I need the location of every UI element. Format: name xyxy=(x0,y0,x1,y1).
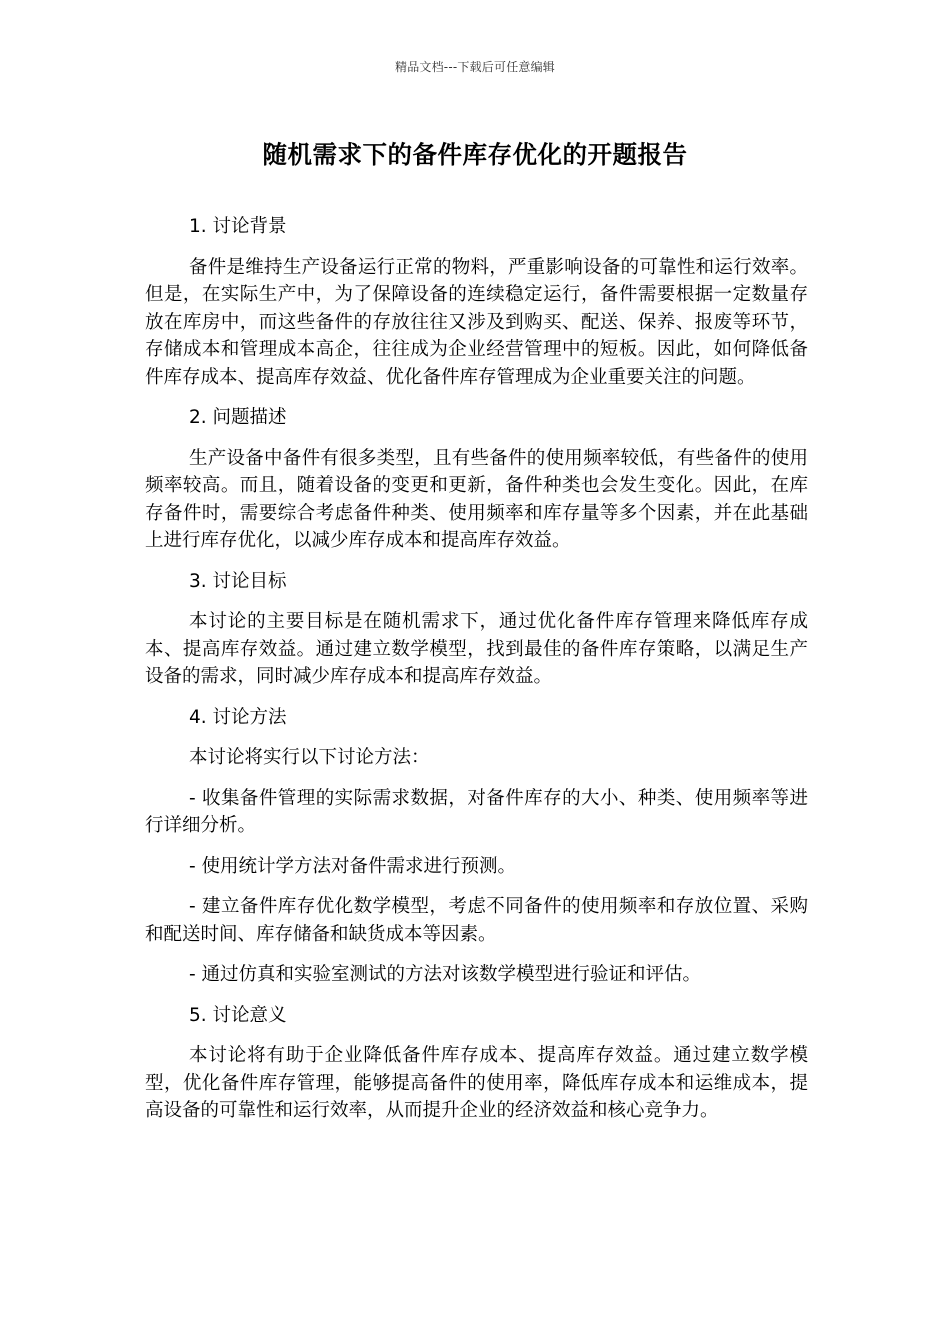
paragraph-significance: 本讨论将有助于企业降低备件库存成本、提高库存效益。通过建立数学模型，优化备件库存管理，能够提高备件的使用率，降低库存成本和运维成本，提高设备的可靠性和运行效率，从而提升企业的经济效益和核心竞争力。 xyxy=(145,1045,808,1121)
paragraph-background: 备件是维持生产设备运行正常的物料，严重影响设备的可靠性和运行效率。但是，在实际生产中，为了保障设备的连续稳定运行，备件需要根据一定数量存放在库房中，而这些备件的存放往往又涉及到购买、配送、保养、报废等环节，存储成本和管理成本高企，往往成为企业经营管理中的短板。因此，如何降低备件库存成本、提高库存效益、优化备件库存管理成为企业重要关注的问题。 xyxy=(145,256,808,388)
paragraph-goal: 本讨论的主要目标是在随机需求下，通过优化备件库存管理来降低库存成本、提高库存效益。通过建立数学模型，找到最佳的备件库存策略，以满足生产设备的需求，同时减少库存成本和提高库存效益。 xyxy=(145,611,808,687)
list-item-method: - 使用统计学方法对备件需求进行预测。 xyxy=(189,855,517,877)
section-heading-method: 4. 讨论方法 xyxy=(189,706,287,728)
list-item-method: - 通过仿真和实验室测试的方法对该数学模型进行验证和评估。 xyxy=(189,964,702,985)
list-item-method: - 建立备件库存优化数学模型，考虑不同备件的使用频率和存放位置、采购和配送时间、库存储备和缺货成本等因素。 xyxy=(145,896,808,945)
header-note: 精品文档---下载后可任意编辑 xyxy=(395,60,555,74)
paragraph-problem: 生产设备中备件有很多类型，且有些备件的使用频率较低，有些备件的使用频率较高。而且，随着设备的变更和更新，备件种类也会发生变化。因此，在库存备件时，需要综合考虑备件种类、使用频率和库存量等多个因素，并在此基础上进行库存优化，以减少库存成本和提高库存效益。 xyxy=(145,447,808,551)
section-heading-significance: 5. 讨论意义 xyxy=(189,1004,287,1026)
section-heading-goal: 3. 讨论目标 xyxy=(189,570,287,592)
document-body xyxy=(145,213,808,1138)
list-item-method: - 收集备件管理的实际需求数据，对备件库存的大小、种类、使用频率等进行详细分析。 xyxy=(145,787,808,836)
paragraph-method-intro: 本讨论将实行以下讨论方法： xyxy=(189,747,430,768)
section-heading-background: 1. 讨论背景 xyxy=(189,216,287,237)
section-heading-problem: 2. 问题描述 xyxy=(189,407,287,428)
document-title: 随机需求下的备件库存优化的开题报告 xyxy=(262,140,688,169)
